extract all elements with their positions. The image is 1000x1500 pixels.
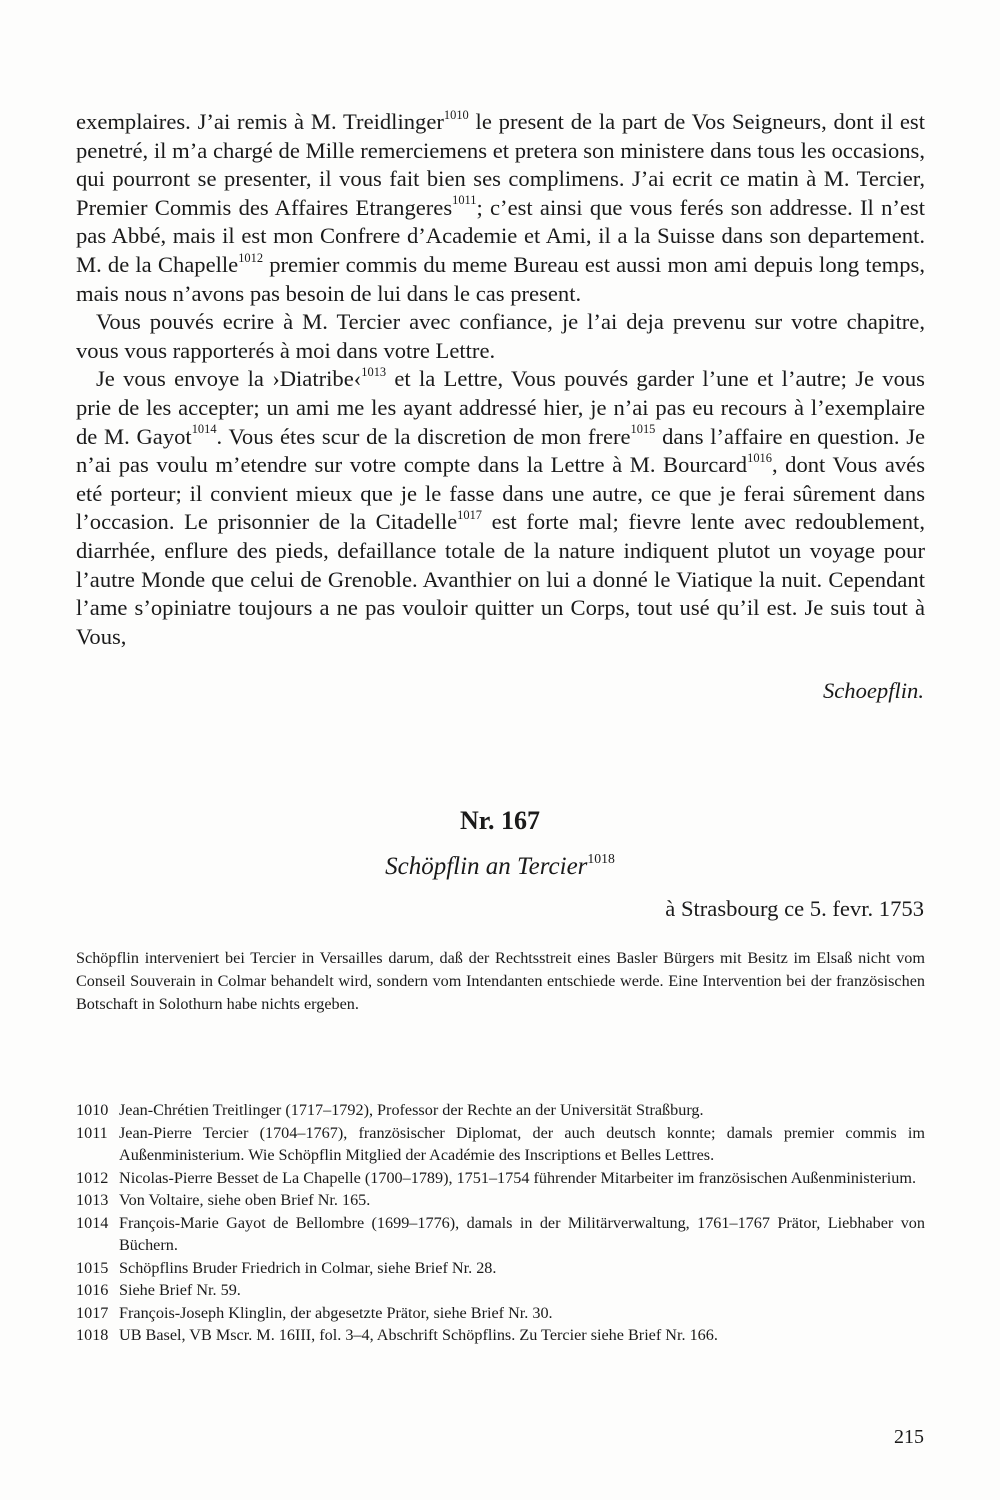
footnote-item — [76, 1279, 925, 1302]
body-paragraph — [76, 308, 925, 365]
footnote-text: François-Joseph Klinglin, der abgesetzte Prätor, siehe Brief Nr. 30. — [119, 1303, 553, 1322]
footnote-text: Von Voltaire, siehe oben Brief Nr. 165. — [119, 1191, 371, 1209]
footnote-text: Jean-Pierre Tercier (1704–1767), französischer Diplomat, der auch deutsch konnte; damals premier commis im Außenministerium. Wie Schöpflin Mitglied der Académie des Inscriptions et Belles Lettres. — [119, 1123, 925, 1164]
footnote-number: 1011 — [76, 1123, 108, 1142]
footnote-number: 1018 — [76, 1326, 109, 1344]
footnote-ref: 1016 — [747, 450, 772, 465]
footnote-ref: 1014 — [191, 422, 217, 437]
footnote-text: François-Marie Gayot de Bellombre (1699–1776), damals in der Militärverwaltung, 1761–1767 Prätor, Liebhaber von Büchern. — [119, 1213, 925, 1254]
body-paragraph — [76, 108, 925, 308]
footnote-ref: 1015 — [630, 422, 656, 437]
body-paragraph — [76, 365, 925, 651]
place-and-date: à Strasbourg ce 5. fevr. 1753 — [665, 896, 924, 921]
signature: Schoepflin. — [822, 678, 924, 703]
footnote-text: Siehe Brief Nr. 59. — [119, 1281, 241, 1299]
body-text-run: ; c’est ainsi que vous ferés son addresse. Il n’est pas Abbé, mais il est mon Confrere d’Academie et Ami, il a la Suisse dans son departement. M. de la Chapelle — [76, 194, 925, 277]
footnote-item — [76, 1302, 925, 1325]
body-text-run: est forte mal; fievre lente avec redoublement, diarrhée, enflure des pieds, defaillance totale de la nature indiquent plutot un voyage pour l’autre Monde que celui de Grenoble. Avanthier on lui a donné le Viatique la nuit. Cependant l’ame s’opiniatre toujours a ne pas vouloir quitter un Corps, tout usé qu’il est. Je suis tout à Vous, — [76, 509, 925, 649]
footnote-number: 1016 — [76, 1281, 109, 1299]
footnote-ref: 1018 — [587, 850, 615, 866]
footnote-number: 1017 — [76, 1303, 109, 1322]
page-number: 215 — [894, 1426, 924, 1448]
footnote-item — [76, 1324, 925, 1347]
footnote-text: UB Basel, VB Mscr. M. 16III, fol. 3–4, Abschrift Schöpflins. Zu Tercier siehe Brief Nr. 166. — [119, 1326, 718, 1344]
footnote-text: Nicolas-Pierre Besset de La Chapelle (1700–1789), 1751–1754 führender Mitarbeiter im französischen Außenministerium. — [119, 1168, 917, 1187]
footnote-ref: 1017 — [457, 507, 482, 522]
letter-summary-regest: Schöpflin interveniert bei Tercier in Versailles darum, daß der Rechtsstreit eines Basler Bürgers mit Besitz im Elsaß nicht vom Conseil Souverain in Colmar behandelt wird, sondern vom Intendanten entschiede werde. Eine Intervention bei der französischen Botschaft in Solothurn habe nichts ergeben. — [76, 949, 925, 1013]
letter-number-heading: Nr. 167 — [460, 806, 540, 835]
body-text-run: , dont Vous avés eté porteur; il convient mieux que je le fasse dans une autre, ce que je ferai sûrement dans l’occasion. Le prisonnier de la Citadelle — [76, 452, 925, 535]
footnotes-section — [76, 1099, 925, 1347]
body-text-run: et la Lettre, Vous pouvés garder l’une et l’autre; Je vous prie de les accepter; un ami me les ayant addressé hier, je n’ai pas eu recours à l’exemplaire de M. Gayot — [76, 366, 925, 449]
body-text-run: premier commis du meme Bureau est aussi mon ami depuis long temps, mais nous n’avons pas besoin de lui dans le cas present. — [76, 251, 925, 306]
body-text-run: . Vous étes scur de la discretion de mon frere — [216, 423, 631, 449]
letter-title-text: Schöpflin an Tercier — [385, 853, 588, 880]
footnote-number: 1014 — [76, 1213, 109, 1232]
footnote-ref: 1010 — [443, 107, 469, 122]
footnote-item — [76, 1189, 925, 1212]
footnote-item — [76, 1167, 925, 1190]
footnote-item — [76, 1257, 925, 1280]
body-text-run: Vous pouvés ecrire à M. Tercier avec confiance, je l’ai deja prevenu sur votre chapitre, vous vous rapporterés à moi dans votre Lettre. — [76, 309, 925, 363]
footnote-number: 1015 — [76, 1258, 109, 1277]
footnote-item — [76, 1212, 925, 1257]
letter-title-heading — [0, 850, 1000, 881]
body-text-run: Je vous envoye la ›Diatribe‹ — [96, 366, 362, 392]
footnote-text: Schöpflins Bruder Friedrich in Colmar, siehe Brief Nr. 28. — [119, 1258, 497, 1277]
body-text-run: exemplaires. J’ai remis à M. Treidlinger — [76, 109, 444, 134]
footnote-number: 1010 — [76, 1101, 109, 1119]
footnote-text: Jean-Chrétien Treitlinger (1717–1792), Professor der Rechte an der Universität Straßburg. — [119, 1101, 704, 1119]
footnote-number: 1013 — [76, 1191, 109, 1209]
footnote-ref: 1013 — [361, 364, 387, 379]
body-text-run: le present de la part de Vos Seigneurs, dont il est penetré, il m’a chargé de Mille remerciemens et pretera son ministere dans tous les occasions, qui pourront se presenter, il vous fait bien ses complimens. J’ai ecrit ce matin à M. Tercier, Premier Commis des Affaires Etrangeres — [76, 109, 925, 220]
body-text-run: dans l’affaire en question. Je n’ai pas voulu m’etendre sur votre compte dans la Lettre à M. Bourcard — [76, 423, 926, 478]
footnote-ref: 1011 — [452, 193, 477, 208]
footnote-number: 1012 — [76, 1168, 109, 1187]
footnote-item — [76, 1099, 925, 1122]
footnote-item — [76, 1122, 925, 1167]
footnote-ref: 1012 — [238, 250, 264, 265]
letter-body-text — [76, 108, 925, 651]
